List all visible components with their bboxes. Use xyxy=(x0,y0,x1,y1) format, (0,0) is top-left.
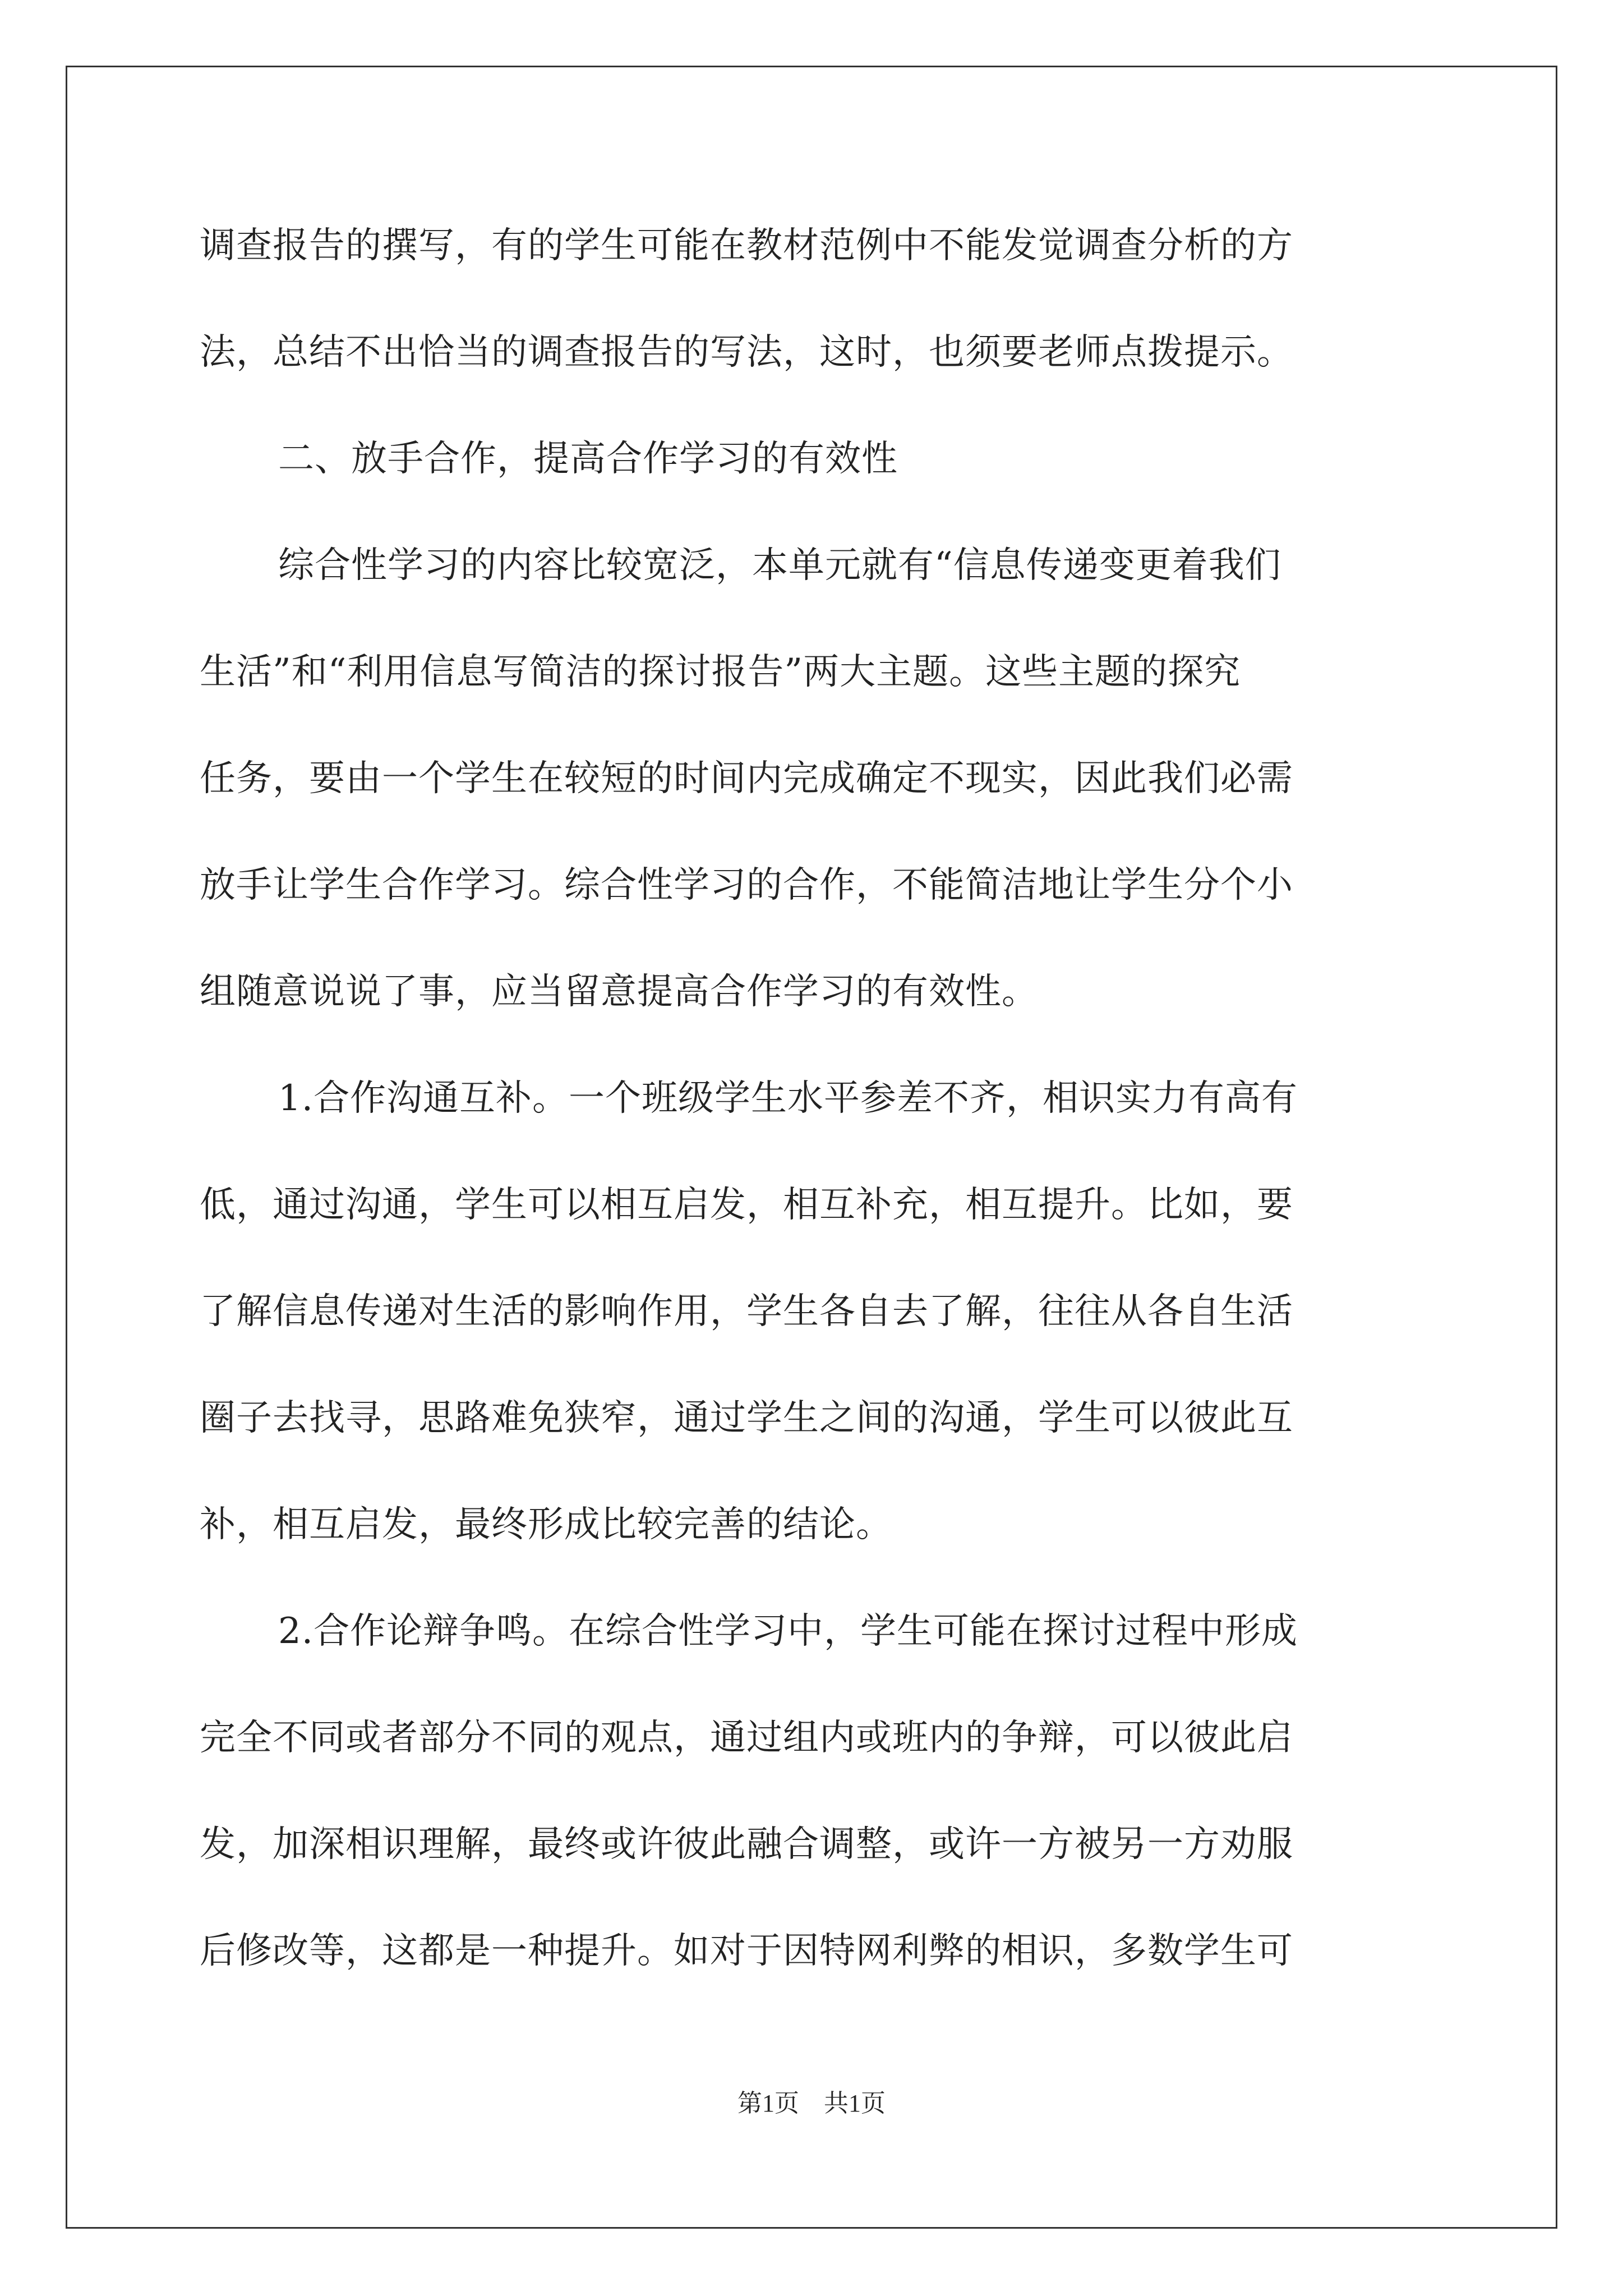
text-line: 调查报告的撰写，有的学生可能在教材范例中不能发觉调查分析的方 xyxy=(200,225,1293,266)
text-line: 了解信息传递对生活的影响作用，学生各自去了解，往往从各自生活 xyxy=(200,1291,1293,1332)
text-line: 综合性学习的内容比较宽泛，本单元就有“信息传递变更着我们 xyxy=(278,545,1281,586)
text-line: 组随意说说了事，应当留意提高合作学习的有效性。 xyxy=(200,971,1038,1013)
text-line: 2.合作论辩争鸣。在综合性学习中，学生可能在探讨过程中形成 xyxy=(278,1611,1298,1652)
text-line: 低，通过沟通，学生可以相互启发，相互补充，相互提升。比如，要 xyxy=(200,1184,1293,1226)
text-line: 放手让学生合作学习。综合性学习的合作，不能简洁地让学生分个小 xyxy=(200,864,1293,906)
page-number-footer: 第1页 共1页 xyxy=(737,2090,886,2117)
text-line: 1.合作沟通互补。一个班级学生水平参差不齐，相识实力有高有 xyxy=(278,1078,1298,1119)
text-line: 后修改等，这都是一种提升。如对于因特网利弊的相识，多数学生可 xyxy=(200,1930,1293,1972)
text-line: 圈子去找寻，思路难免狭窄，通过学生之间的沟通，学生可以彼此互 xyxy=(200,1397,1293,1439)
text-line: 任务，要由一个学生在较短的时间内完成确定不现实，因此我们必需 xyxy=(200,758,1293,799)
text-line: 发，加深相识理解，最终或许彼此融合调整，或许一方被另一方劝服 xyxy=(200,1824,1293,1865)
section-heading: 二、放手合作，提高合作学习的有效性 xyxy=(278,438,898,480)
text-line: 完全不同或者部分不同的观点，通过组内或班内的争辩，可以彼此启 xyxy=(200,1717,1293,1759)
text-line: 法，总结不出恰当的调查报告的写法，这时，也须要老师点拨提示。 xyxy=(200,332,1293,373)
text-line: 生活”和“利用信息写简洁的探讨报告”两大主题。这些主题的探究 xyxy=(200,651,1241,693)
page-border xyxy=(66,66,1557,2229)
text-line: 补，相互启发，最终形成比较完善的结论。 xyxy=(200,1504,892,1545)
